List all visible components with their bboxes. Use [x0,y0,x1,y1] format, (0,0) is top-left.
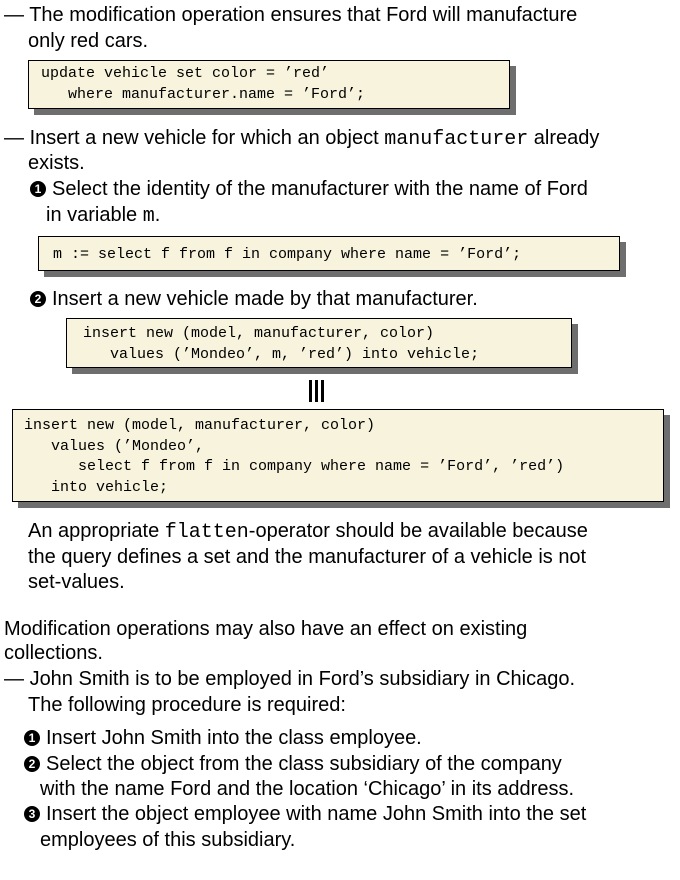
text-segment: Select the identity of the manufacturer with the name of Ford [52,178,588,200]
code-line: insert new (model, manufacturer, color) [24,417,376,434]
code-inline: flatten [164,521,249,544]
text-line: set-values. [28,571,125,593]
code-line: values (’Mondeo’, m, ’red’) into vehicle; [83,345,480,363]
text-segment: The modification operation ensures that Ford will manufacture [29,4,578,26]
step-number-badge: 3 [24,806,40,822]
step-number-badge: 2 [30,291,46,307]
text-line [4,126,599,152]
text-line [4,3,577,28]
text-segment: already [528,127,600,149]
dash-marker: — [4,4,24,26]
code-block-insert [66,318,572,368]
text-segment: Select the object from the class subsidiary of the company [46,753,562,775]
step-line [24,752,562,777]
code-line: into vehicle; [24,478,169,496]
code-inline: manufacturer [384,128,529,151]
code-block-insert-nested [12,409,664,502]
text-line: the query defines a set and the manufacturer of a vehicle is not [28,546,587,568]
text-line: collections. [4,642,103,664]
text-line: The following procedure is required: [28,694,346,716]
text-line [4,667,575,692]
dash-marker: — [4,668,24,690]
text-segment: Insert a new vehicle for which an object [29,127,385,149]
code-line: where manufacturer.name = ’Ford’; [41,85,366,103]
equivalence-symbol [307,380,325,402]
code-block-select-m [38,236,620,271]
text-segment: . [154,204,161,226]
text-line: employees of this subsidiary. [40,829,296,851]
text-segment: in variable [46,204,143,226]
text-segment: -operator should be available because [248,520,588,542]
code-line: m := select f from f in company where name = ’Ford’; [53,246,522,263]
code-line: insert new (model, manufacturer, color) [83,325,435,342]
step-line [30,287,478,312]
dash-marker: — [4,127,24,149]
text-line: only red cars. [28,30,149,52]
text-segment: An appropriate [28,520,165,542]
text-segment: Insert a new vehicle made by that manufacturer. [52,288,478,310]
text-line: Modification operations may also have an effect on existing [4,618,528,640]
code-line: update vehicle set color = ’red’ [41,65,330,82]
text-segment: Insert the object employee with name John Smith into the set [46,803,587,825]
code-line: select f from f in company where name = ’Ford’, ’red’) [24,458,565,475]
step-line [30,177,588,202]
step-number-badge: 1 [30,181,46,197]
text-segment: Insert John Smith into the class employee. [46,727,422,749]
text-line: with the name Ford and the location ‘Chicago’ in its address. [40,778,574,800]
code-block-update [28,60,510,109]
step-line [24,802,586,827]
step-number-badge: 2 [24,756,40,772]
code-inline: m [142,205,155,228]
step-line [24,726,422,751]
code-line: values (’Mondeo’, [24,437,205,455]
text-line [28,519,588,545]
text-line [46,203,160,229]
step-number-badge: 1 [24,730,40,746]
text-segment: John Smith is to be employed in Ford’s subsidiary in Chicago. [29,668,576,690]
text-line: exists. [28,152,85,174]
